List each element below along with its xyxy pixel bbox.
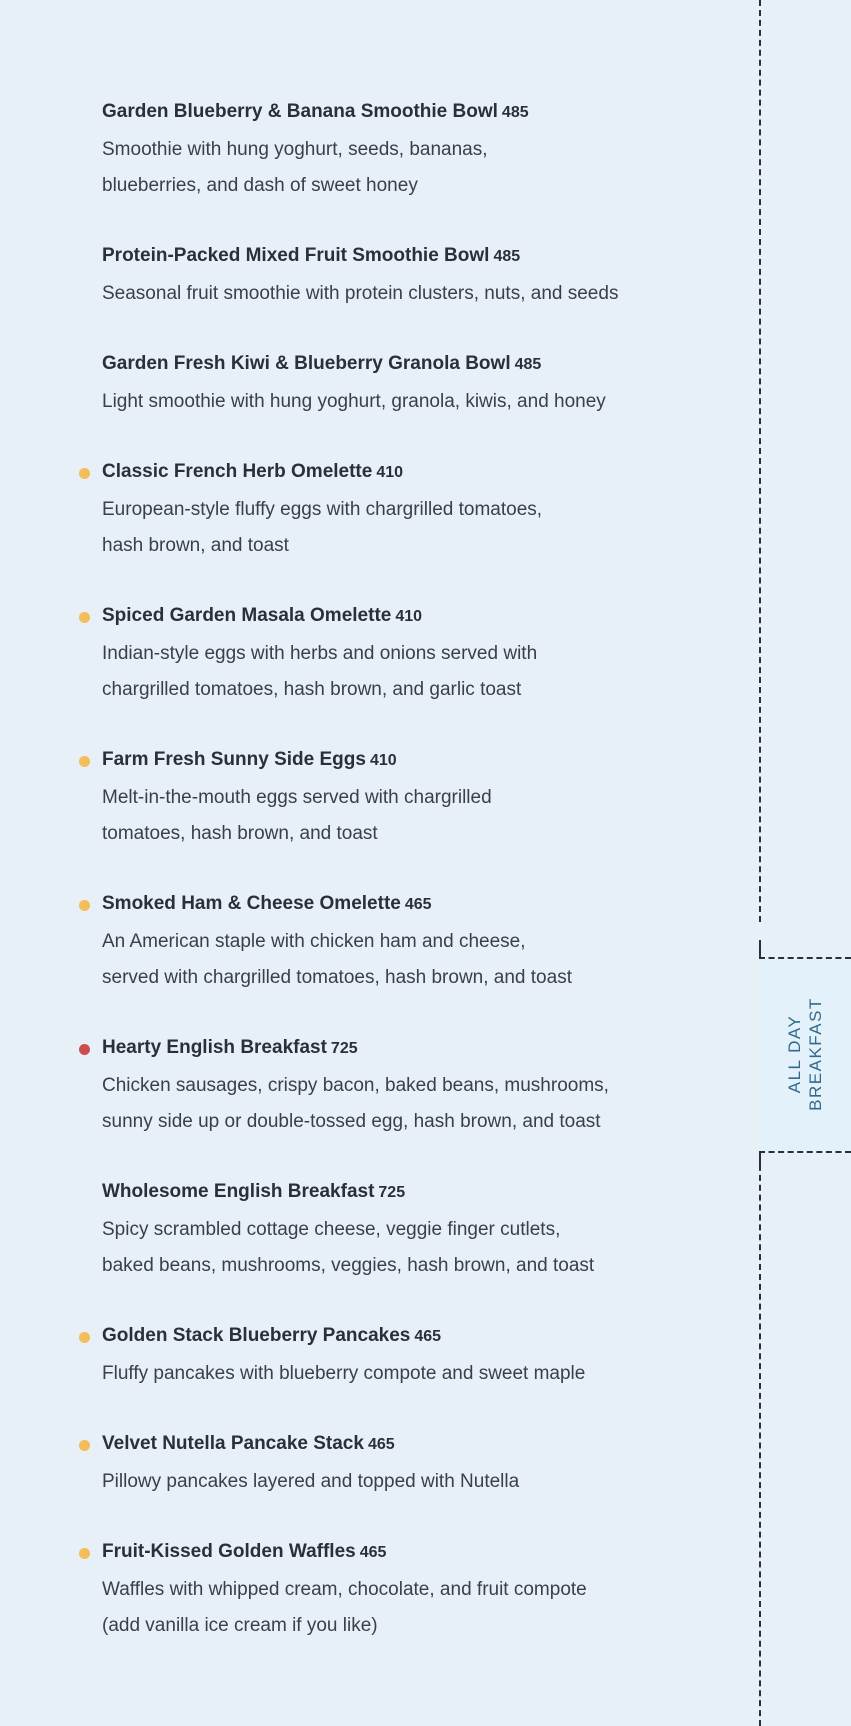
item-name: Classic French Herb Omelette 410 — [102, 461, 404, 482]
dashed-divider-top — [759, 0, 761, 922]
veg-dot-icon — [79, 612, 90, 623]
item-price: 410 — [369, 752, 397, 769]
item-name: Wholesome English Breakfast 725 — [102, 1181, 406, 1202]
item-price: 410 — [376, 464, 404, 481]
dashed-divider-bottom — [759, 1155, 761, 1726]
item-description: Melt-in-the-mouth eggs served with chargrilled tomatoes, hash brown, and toast — [102, 787, 492, 844]
item-description: Smoothie with hung yoghurt, seeds, bananas, blueberries, and dash of sweet honey — [102, 139, 488, 196]
item-description: Seasonal fruit smoothie with protein clusters, nuts, and seeds — [102, 283, 619, 304]
item-price: 485 — [501, 104, 529, 121]
veg-dot-icon — [79, 900, 90, 911]
item-description: Spicy scrambled cottage cheese, veggie finger cutlets, baked beans, mushrooms, veggies, hash brown, and toast — [102, 1219, 595, 1276]
item-price: 465 — [404, 896, 432, 913]
section-tab-tick-top — [759, 940, 761, 958]
item-description: Indian-style eggs with herbs and onions served with chargrilled tomatoes, hash brown, and garlic toast — [102, 643, 538, 700]
item-description: An American staple with chicken ham and cheese, served with chargrilled tomatoes, hash brown, and toast — [102, 931, 572, 988]
item-name: Farm Fresh Sunny Side Eggs 410 — [102, 749, 397, 770]
item-description: Chicken sausages, crispy bacon, baked beans, mushrooms, sunny side up or double-tossed egg, hash brown, and toast — [102, 1075, 609, 1132]
item-price: 410 — [395, 608, 423, 625]
item-price: 465 — [414, 1328, 442, 1345]
item-price: 485 — [514, 356, 542, 373]
item-name: Fruit-Kissed Golden Waffles 465 — [102, 1541, 387, 1562]
item-description: European-style fluffy eggs with chargrilled tomatoes, hash brown, and toast — [102, 499, 543, 556]
item-description: Light smoothie with hung yoghurt, granola, kiwis, and honey — [102, 391, 606, 412]
section-label — [784, 997, 826, 1111]
item-description: Pillowy pancakes layered and topped with Nutella — [102, 1471, 520, 1492]
veg-dot-icon — [79, 1440, 90, 1451]
item-description: Waffles with whipped cream, chocolate, and fruit compote (add vanilla ice cream if you like) — [102, 1579, 587, 1636]
item-price: 485 — [493, 248, 521, 265]
item-price: 725 — [378, 1184, 406, 1201]
item-name: Spiced Garden Masala Omelette 410 — [102, 605, 423, 626]
item-name: Golden Stack Blueberry Pancakes 465 — [102, 1325, 442, 1346]
veg-dot-icon — [79, 1332, 90, 1343]
item-name: Garden Blueberry & Banana Smoothie Bowl 485 — [102, 101, 529, 122]
section-tab-border-bottom — [759, 1151, 851, 1153]
item-name: Velvet Nutella Pancake Stack 465 — [102, 1433, 395, 1454]
section-label-line1: ALL DAY — [785, 1014, 804, 1094]
section-label-line2: BREAKFAST — [806, 997, 825, 1111]
item-name: Garden Fresh Kiwi & Blueberry Granola Bowl 485 — [102, 353, 542, 374]
item-price: 465 — [367, 1436, 395, 1453]
veg-dot-icon — [79, 756, 90, 767]
veg-dot-icon — [79, 468, 90, 479]
section-tab-border-top — [759, 957, 851, 959]
item-price: 725 — [330, 1040, 358, 1057]
veg-dot-icon — [79, 1548, 90, 1559]
item-name: Smoked Ham & Cheese Omelette 465 — [102, 893, 432, 914]
item-name: Hearty English Breakfast 725 — [102, 1037, 358, 1058]
item-price: 465 — [359, 1544, 387, 1561]
item-description: Fluffy pancakes with blueberry compote and sweet maple — [102, 1363, 586, 1384]
section-tab-tick-bottom — [759, 1151, 761, 1169]
item-name: Protein-Packed Mixed Fruit Smoothie Bowl 485 — [102, 245, 521, 266]
nonveg-dot-icon — [79, 1044, 90, 1055]
